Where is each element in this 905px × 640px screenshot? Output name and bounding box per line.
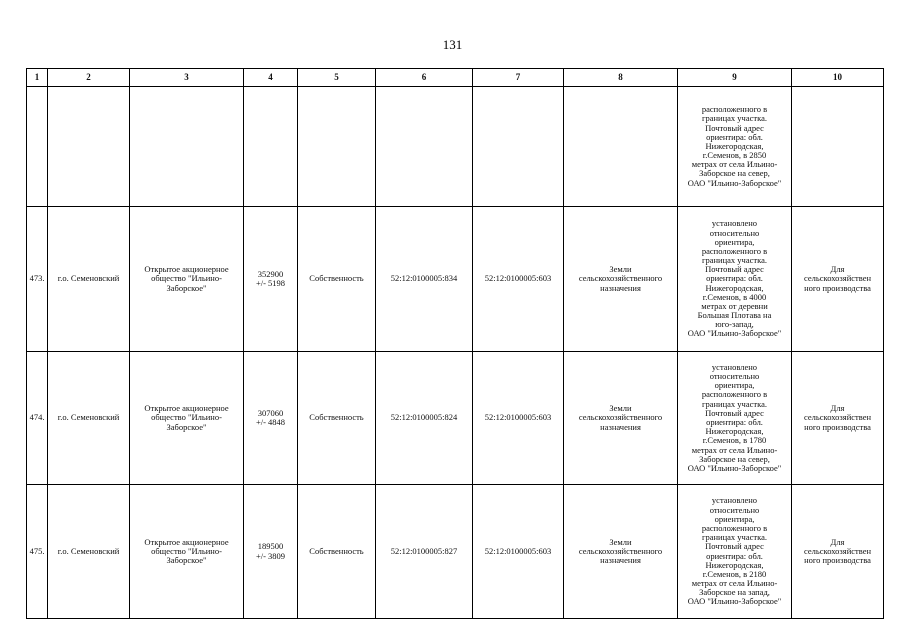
cell-address: установлено относительно ориентира, расположенного в границах участка. Почтовый адрес ориентира: обл. Нижегородская, г.Семенов, в 2180 метрах от села Ильино- Заборское на запад, ОАО "Ильино-Заборское" <box>678 485 792 619</box>
page-number: 131 <box>442 37 463 52</box>
table-row <box>27 352 884 485</box>
cell-parent-cadastral-number: 52:12:0100005:603 <box>473 352 564 485</box>
cell-parent-cadastral-number: 52:12:0100005:603 <box>473 207 564 352</box>
cell-district: г.о. Семеновский <box>48 485 130 619</box>
table-header-row <box>27 69 884 87</box>
cell-address: установлено относительно ориентира, расположенного в границах участка. Почтовый адрес ориентира: обл. Нижегородская, г.Семенов, в 4000 метрах от деревни Большая Плотава на юго-запад, ОАО "Ильино-Заборское" <box>678 207 792 352</box>
cell-parent-cadastral-number: 52:12:0100005:603 <box>473 485 564 619</box>
cell-land-category: Земли сельскохозяйственного назначения <box>564 352 678 485</box>
cell-owner: Открытое акционерное общество "Ильино- Заборское" <box>130 207 244 352</box>
cell-cadastral-number: 52:12:0100005:834 <box>376 207 473 352</box>
column-header-4: 4 <box>244 69 298 87</box>
cell-row-number: 473. <box>27 207 48 352</box>
cell-usage: Для сельскохозяйствен ного производства <box>792 352 884 485</box>
cell-cadastral-number: 52:12:0100005:827 <box>376 485 473 619</box>
column-header-2: 2 <box>48 69 130 87</box>
table-row <box>27 207 884 352</box>
cell-right-type: Собственность <box>298 485 376 619</box>
table-row-continuation <box>27 87 884 207</box>
cell-right-type: Собственность <box>298 207 376 352</box>
cell-usage: Для сельскохозяйствен ного производства <box>792 485 884 619</box>
cell-land-category: Земли сельскохозяйственного назначения <box>564 207 678 352</box>
cell-usage: Для сельскохозяйствен ного производства <box>792 207 884 352</box>
cell-address: расположенного в границах участка. Почтовый адрес ориентира: обл. Нижегородская, г.Семенов, в 2850 метрах от села Ильино- Заборское на север, ОАО "Ильино-Заборское" <box>678 87 792 207</box>
cell-right-type: Собственность <box>298 352 376 485</box>
cell-owner: Открытое акционерное общество "Ильино- Заборское" <box>130 485 244 619</box>
cell-row-number: 475. <box>27 485 48 619</box>
cell-empty <box>27 87 48 207</box>
column-header-8: 8 <box>564 69 678 87</box>
cell-district: г.о. Семеновский <box>48 207 130 352</box>
table-row <box>27 485 884 619</box>
cell-empty <box>130 87 244 207</box>
cell-row-number: 474. <box>27 352 48 485</box>
cell-area: 307060 +/- 4848 <box>244 352 298 485</box>
cell-address: установлено относительно ориентира, расположенного в границах участка. Почтовый адрес ориентира: обл. Нижегородская, г.Семенов, в 1780 метрах от села Ильино- Заборское на север, ОАО "Ильино-Заборское" <box>678 352 792 485</box>
cell-empty <box>48 87 130 207</box>
cell-empty <box>473 87 564 207</box>
cell-cadastral-number: 52:12:0100005:824 <box>376 352 473 485</box>
column-header-6: 6 <box>376 69 473 87</box>
cell-district: г.о. Семеновский <box>48 352 130 485</box>
column-header-10: 10 <box>792 69 884 87</box>
column-header-1: 1 <box>27 69 48 87</box>
column-header-9: 9 <box>678 69 792 87</box>
land-registry-table <box>26 68 884 619</box>
column-header-5: 5 <box>298 69 376 87</box>
cell-empty <box>564 87 678 207</box>
cell-empty <box>298 87 376 207</box>
cell-owner: Открытое акционерное общество "Ильино- Заборское" <box>130 352 244 485</box>
cell-area: 352900 +/- 5198 <box>244 207 298 352</box>
cell-land-category: Земли сельскохозяйственного назначения <box>564 485 678 619</box>
column-header-3: 3 <box>130 69 244 87</box>
cell-area: 189500 +/- 3809 <box>244 485 298 619</box>
cell-empty <box>792 87 884 207</box>
cell-empty <box>376 87 473 207</box>
cell-empty <box>244 87 298 207</box>
column-header-7: 7 <box>473 69 564 87</box>
